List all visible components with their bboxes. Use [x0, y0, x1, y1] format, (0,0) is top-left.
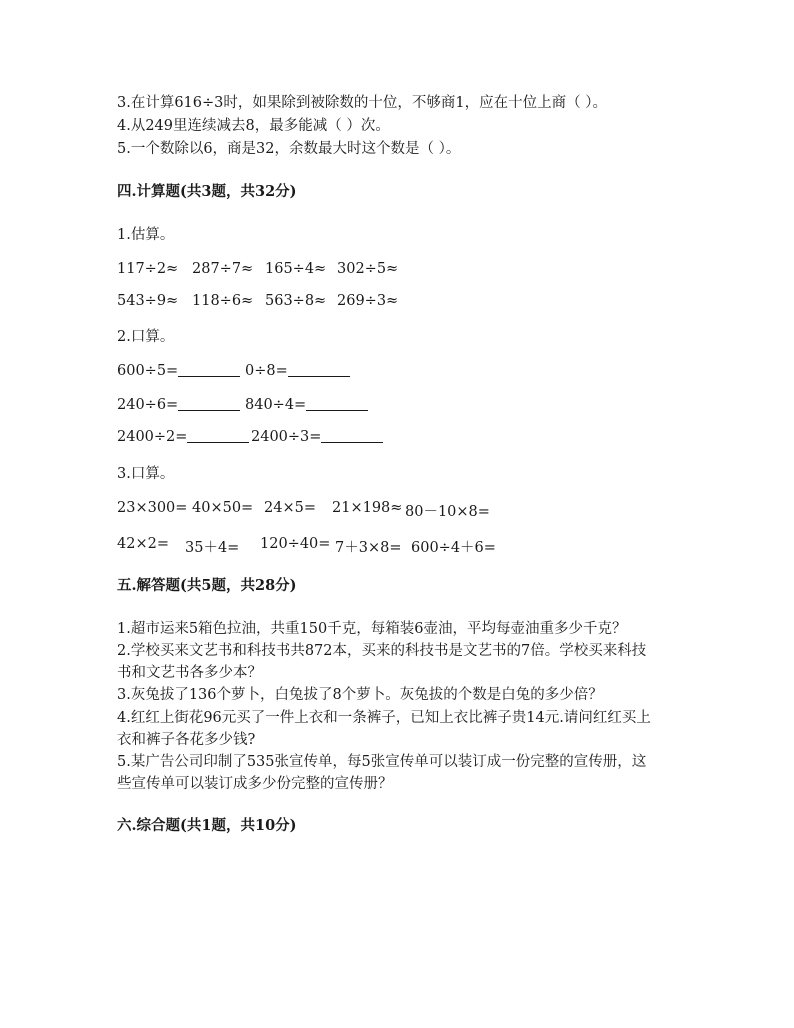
expression: 543÷9≈ — [117, 293, 179, 309]
expression: 287÷7≈ — [192, 261, 254, 277]
word-problem-2: 2.学校买来文艺书和科技书共872本，买来的科技书是文艺书的7倍。学校买来科技 — [117, 643, 647, 659]
expression: 165÷4≈ — [265, 261, 327, 277]
expression: 117÷2≈ — [117, 261, 179, 277]
question-3: 3.在计算616÷3时，如果除到被除数的十位，不够商1，应在十位上商（ ）。 — [117, 95, 607, 111]
expression-with-blank — [117, 429, 249, 445]
word-problem-1: 1.超市运来5箱色拉油，共重150千克，每箱装6壶油，平均每壶油重多少千克？ — [117, 621, 627, 637]
expression: 80－10×8= — [405, 504, 490, 520]
expression: 120÷40= — [260, 536, 331, 552]
expression: 23×300= — [117, 500, 188, 516]
word-problem-4-cont: 衣和裤子各花多少钱? — [117, 732, 256, 748]
expression: 118÷6≈ — [192, 293, 254, 309]
expression: 302÷5≈ — [337, 261, 399, 277]
answer-blank[interactable] — [187, 441, 249, 443]
expression-with-blank — [251, 429, 383, 445]
expression-with-blank — [245, 397, 368, 413]
expression: 24×5= — [264, 500, 316, 516]
expression: 35＋4= — [185, 540, 240, 556]
answer-blank[interactable] — [306, 409, 368, 411]
section-5-heading: 五.解答题(共5题，共28分) — [117, 577, 297, 594]
word-problem-5: 5.某广告公司印制了535张宣传单，每5张宣传单可以装订成一份完整的宣传册，这 — [117, 754, 647, 770]
expression: 240÷6= — [117, 397, 179, 413]
answer-blank[interactable] — [178, 375, 240, 377]
word-problem-2-cont: 书和文艺书各多少本？ — [117, 665, 262, 681]
expression: 563÷8≈ — [265, 293, 327, 309]
answer-blank[interactable] — [178, 409, 240, 411]
word-problem-4: 4.红红上街花96元买了一件上衣和一条裤子，已知上衣比裤子贵14元.请问红红买上 — [117, 710, 651, 726]
expression: 269÷3≈ — [337, 293, 399, 309]
answer-blank[interactable] — [288, 375, 350, 377]
expression: 600÷4＋6= — [411, 540, 496, 556]
expression: 600÷5= — [117, 363, 179, 379]
expression-with-blank — [117, 363, 240, 379]
oral-calc-title: 2.口算。 — [117, 329, 175, 345]
expression: 2400÷2= — [117, 429, 188, 445]
section-4-heading: 四.计算题(共3题，共32分) — [117, 183, 297, 200]
word-problem-5-cont: 些宣传单可以装订成多少份完整的宣传册？ — [117, 776, 393, 792]
expression-with-blank — [117, 397, 240, 413]
question-5: 5.一个数除以6，商是32，余数最大时这个数是（ ）。 — [117, 141, 461, 157]
expression: 2400÷3= — [251, 429, 322, 445]
estimate-title: 1.估算。 — [117, 227, 175, 243]
expression: 840÷4= — [245, 397, 307, 413]
mental-math-title: 3.口算。 — [117, 466, 175, 482]
section-6-heading: 六.综合题(共1题，共10分) — [117, 817, 297, 834]
expression: 0÷8= — [245, 363, 288, 379]
answer-blank[interactable] — [321, 441, 383, 443]
expression: 40×50= — [192, 500, 254, 516]
expression: 21×198≈ — [332, 500, 403, 516]
expression-with-blank — [245, 363, 350, 379]
question-4: 4.从249里连续减去8，最多能减（ ）次。 — [117, 118, 390, 134]
expression: 7＋3×8= — [335, 540, 402, 556]
word-problem-3: 3.灰兔拔了136个萝卜，白兔拔了8个萝卜。灰兔拔的个数是白兔的多少倍？ — [117, 687, 603, 703]
expression: 42×2= — [117, 536, 169, 552]
